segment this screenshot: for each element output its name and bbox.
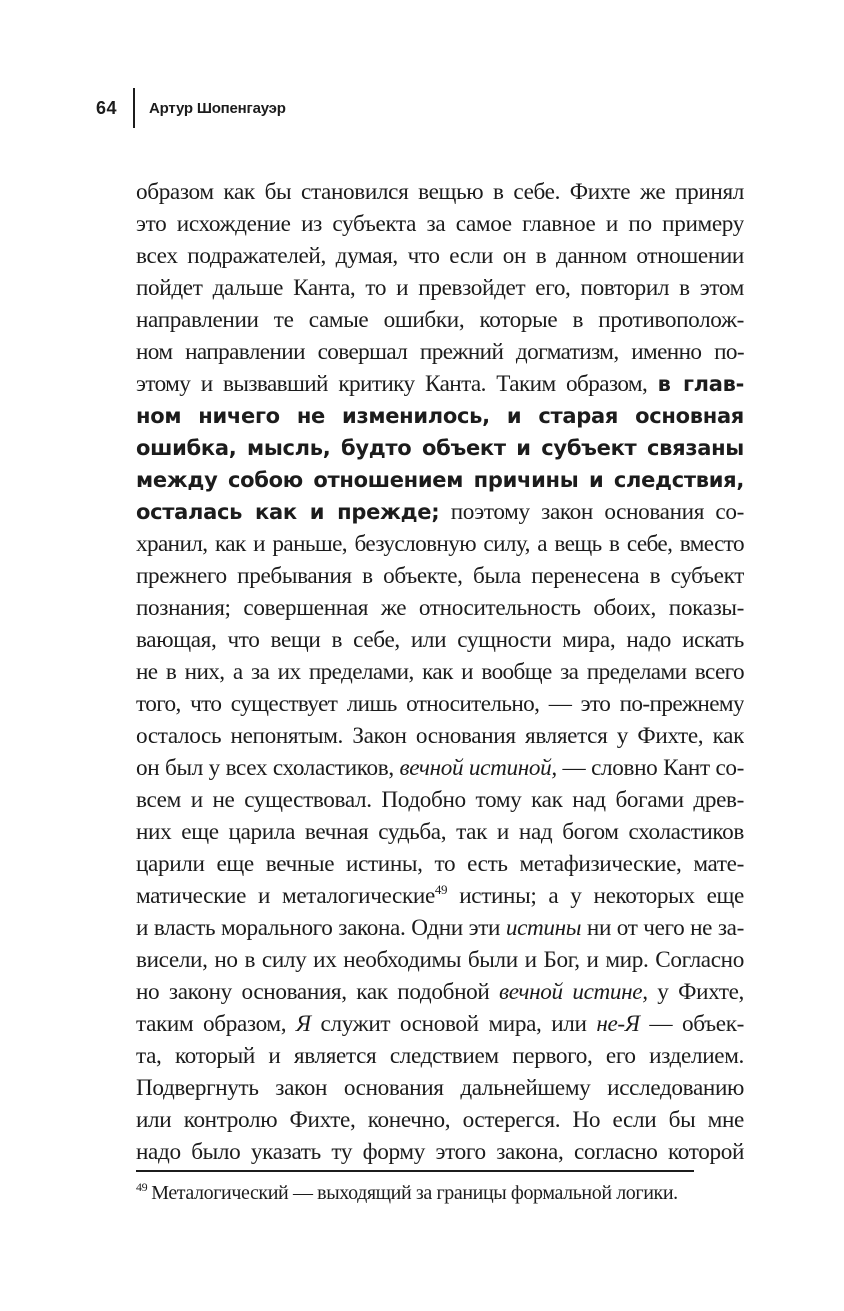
text-line: всех подражателей, думая, что если он в данном отношении (136, 243, 744, 269)
text-line (136, 496, 744, 528)
text-line (136, 912, 744, 944)
text-run: — объек- (639, 1011, 744, 1037)
text-run: и власть морального закона. Одни эти (136, 915, 506, 941)
text-run: служит основой мира, или (310, 1011, 597, 1037)
running-head-author: Артур Шопенгауэр (149, 99, 286, 117)
italic-emphasis: Я (295, 1011, 311, 1037)
bold-emphasis: осталась как и прежде; (136, 500, 440, 524)
text-line: всем и не существовал. Подобно тому как над богами древ- (136, 787, 744, 813)
text-run: этому и вызвавший критику Канта. Таким образом, (136, 371, 658, 397)
italic-emphasis: вечной истиной, (399, 755, 557, 781)
main-text (136, 176, 744, 1168)
text-line: них еще царила вечная судьба, так и над богом схоластиков (136, 819, 744, 845)
footnote-number: 49 (136, 1180, 148, 1194)
italic-emphasis: вечной истине, (499, 979, 648, 1005)
italic-emphasis: истины (505, 915, 582, 941)
text-run: истины; а у некоторых еще (447, 883, 744, 909)
bold-text-line: между собою отношением причины и следствия, (136, 468, 744, 492)
text-line: хранил, как и раньше, безусловную силу, а вещь в себе, вместо (136, 531, 744, 557)
text-run: но закону основания, как подобной (136, 979, 500, 1005)
running-header (96, 88, 286, 128)
text-line (136, 752, 744, 784)
text-line: прежнего пребывания в объекте, была перенесена в субъект (136, 563, 744, 589)
text-run: поэтому закон основания со- (439, 499, 744, 525)
text-line: надо было указать ту форму этого закона, согласно которой (136, 1139, 744, 1165)
footnote-text: Металогический — выходящий за границы формальной логики. (151, 1182, 678, 1204)
text-line: это исхождение из субъекта за самое главное и по примеру (136, 211, 744, 237)
text-run: таким образом, (136, 1011, 296, 1037)
text-run: ни от чего не за- (581, 915, 744, 941)
header-divider (133, 88, 135, 128)
footnote-divider (136, 1170, 694, 1172)
bold-text-line: ном ничего не изменилось, и старая основная (136, 404, 744, 428)
text-line: ном направлении совершал прежний догматизм, именно по- (136, 339, 744, 365)
text-run: матические и металогические (136, 883, 435, 909)
text-line: или контролю Фихте, конечно, остерегся. Но если бы мне (136, 1107, 744, 1133)
text-line: та, который и является следствием первого, его изделием. (136, 1043, 744, 1069)
bold-emphasis: в глав- (657, 372, 744, 396)
text-line: пойдет дальше Канта, то и превзойдет его, повторил в этом (136, 275, 744, 301)
italic-emphasis: не-Я (596, 1011, 640, 1037)
text-line: Подвергнуть закон основания дальнейшему исследованию (136, 1075, 744, 1101)
text-line: вающая, что вещи в себе, или сущности мира, надо искать (136, 627, 744, 653)
text-line (136, 880, 744, 912)
page-number: 64 (96, 97, 118, 118)
text-run: он был у всех схоластиков, (136, 755, 400, 781)
text-run: — словно Кант со- (556, 755, 744, 781)
text-line: висели, но в силу их необходимы были и Бог, и мир. Согласно (136, 947, 744, 973)
text-line: познания; совершенная же относительность обоих, показы- (136, 595, 744, 621)
text-line: царили еще вечные истины, то есть метафизические, мате- (136, 851, 744, 877)
text-line: направлении те самые ошибки, которые в противополож- (136, 307, 744, 333)
text-run: у Фихте, (647, 979, 744, 1005)
text-line: не в них, а за их пределами, как и вообще за пределами всего (136, 659, 744, 685)
bold-text-line: ошибка, мысль, будто объект и субъект связаны (136, 436, 744, 460)
footnote-reference: 49 (434, 882, 448, 897)
text-line: образом как бы становился вещью в себе. Фихте же принял (136, 179, 744, 205)
text-line: осталось непонятым. Закон основания является у Фихте, как (136, 723, 744, 749)
text-line (136, 1008, 744, 1040)
text-line (136, 976, 744, 1008)
text-line (136, 368, 744, 400)
text-line: того, что существует лишь относительно, — это по-прежнему (136, 691, 744, 717)
footnote (136, 1180, 756, 1206)
